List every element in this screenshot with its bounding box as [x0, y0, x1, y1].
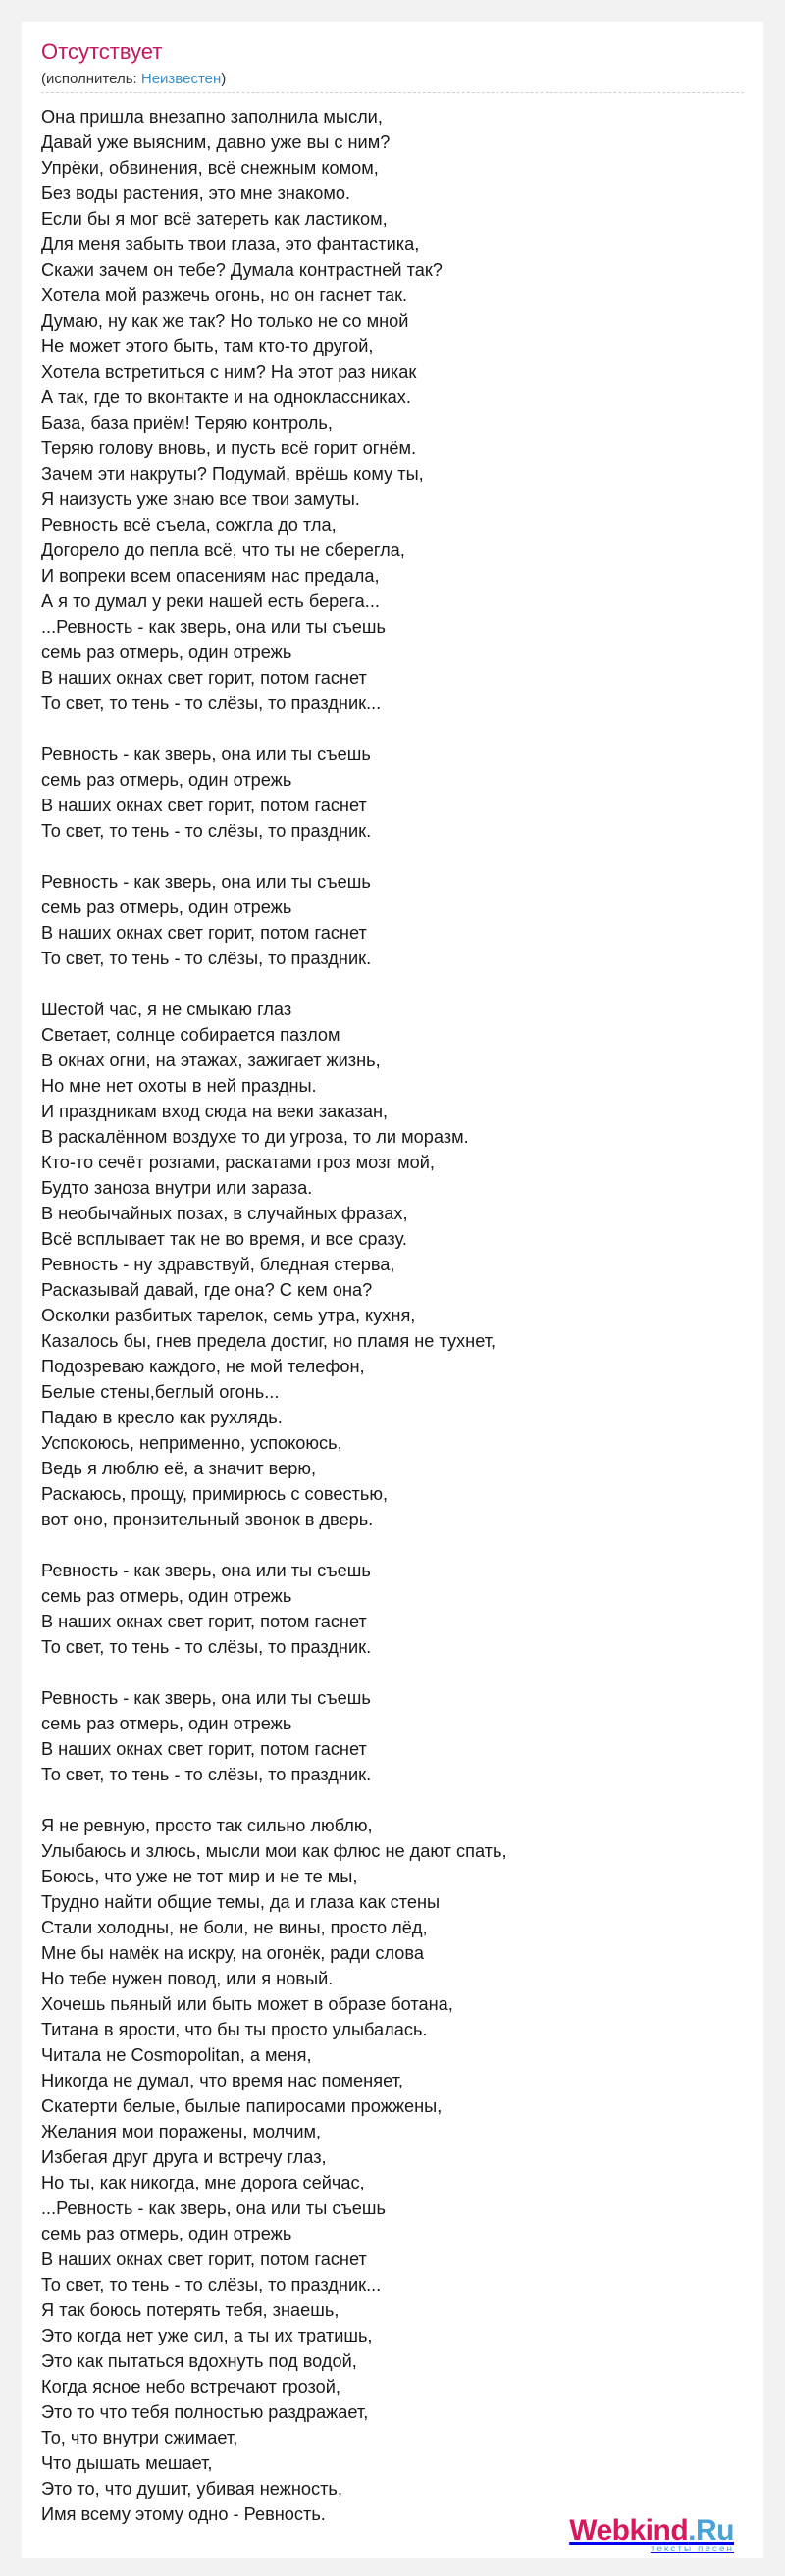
lyric-line: В наших окнах свет горит, потом гаснет	[41, 923, 367, 943]
lyric-line: В наших окнах свет горит, потом гаснет	[41, 2249, 367, 2269]
lyric-line: В наших окнах свет горит, потом гаснет	[41, 1612, 367, 1631]
lyric-line: Мне бы намёк на искру, на огонёк, ради слова	[41, 1943, 424, 1963]
artist-prefix: (исполнитель:	[41, 71, 141, 87]
logo-subtitle: тексты песен	[650, 2544, 734, 2554]
lyric-line: Теряю голову вновь, и пусть всё горит огнём.	[41, 438, 417, 458]
lyric-line: В наших окнах свет горит, потом гаснет	[41, 1739, 367, 1759]
lyric-line: семь раз отмерь, один отрежь	[41, 2224, 292, 2243]
lyric-line: Но ты, как никогда, мне дорога сейчас,	[41, 2173, 365, 2192]
lyric-line: Улыбаюсь и злюсь, мысли мои как флюс не дают спать,	[41, 1841, 507, 1861]
lyric-line: Что дышать мешает,	[41, 2453, 213, 2473]
lyric-line: В необычайных позах, в случайных фразах,	[41, 1204, 408, 1223]
lyric-line: А так, где то вконтакте и на одноклассниках.	[41, 387, 411, 407]
lyric-line: Читала не Cosmopolitan, а меня,	[41, 2045, 312, 2065]
lyric-line: В раскалённом воздухе то ди угроза, то ли моразм.	[41, 1127, 469, 1147]
lyric-line: База, база приём! Теряю контроль,	[41, 413, 333, 433]
lyric-line: Желания мои поражены, молчим,	[41, 2122, 322, 2141]
lyric-line: Это то, что душит, убивая нежность,	[41, 2479, 342, 2499]
artist-suffix: )	[221, 71, 227, 87]
lyric-line: семь раз отмерь, один отрежь	[41, 643, 292, 662]
blank-line	[41, 1532, 744, 1558]
lyrics-body	[41, 104, 744, 2527]
lyric-line: Хотела мой разжечь огонь, но он гаснет так.	[41, 285, 408, 305]
lyric-line: То свет, то тень - то слёзы, то праздник.	[41, 949, 372, 968]
lyric-line: Титана в ярости, что бы ты просто улыбалась.	[41, 2020, 428, 2039]
lyric-line: Хотела встретиться с ним? На этот раз никак	[41, 362, 417, 382]
lyric-line: Ревность - ну здравствуй, бледная стерва,	[41, 1255, 395, 1274]
lyric-line: Без воды растения, это мне знакомо.	[41, 183, 351, 203]
blank-line	[41, 716, 744, 742]
blank-line	[41, 844, 744, 869]
artist-link[interactable]: Неизвестен	[140, 71, 222, 87]
lyric-line: Имя всему этому одно - Ревность.	[41, 2504, 326, 2524]
lyric-line: Зачем эти накруты? Подумай, врёшь кому ты,	[41, 464, 424, 484]
lyric-line: То свет, то тень - то слёзы, то праздник.	[41, 1637, 372, 1657]
lyric-line: Казалось бы, гнев предела достиг, но пламя не тухнет,	[41, 1331, 497, 1351]
lyric-line: Я так боюсь потерять тебя, знаешь,	[41, 2300, 340, 2320]
lyric-line: Она пришла внезапно заполнила мысли,	[41, 107, 383, 127]
lyric-line: Думаю, ну как же так? Но только не со мной	[41, 311, 409, 331]
lyric-line: Давай уже выясним, давно уже вы с ним?	[41, 132, 391, 152]
lyric-line: Ведь я люблю её, а значит верю,	[41, 1459, 317, 1478]
lyric-line: вот оно, пронзительный звонок в дверь.	[41, 1510, 374, 1529]
lyric-line: И вопреки всем опасениям нас предала,	[41, 566, 380, 586]
lyrics-card	[22, 22, 763, 2558]
lyric-line: Это то что тебя полностью раздражает,	[41, 2402, 369, 2422]
lyric-line: Упрёки, обвинения, всё снежным комом,	[41, 158, 379, 178]
lyric-line: В окнах огни, на этажах, зажигает жизнь,	[41, 1051, 381, 1070]
lyric-line: То свет, то тень - то слёзы, то праздник...	[41, 694, 382, 713]
lyric-line: Скатерти белые, былые папиросами прожжены,	[41, 2096, 443, 2116]
lyric-line: В наших окнах свет горит, потом гаснет	[41, 668, 367, 688]
lyric-line: Хочешь пьяный или быть может в образе ботана,	[41, 1994, 453, 2014]
site-logo[interactable]	[569, 2514, 734, 2554]
lyric-line: Кто-то сечёт розгами, раскатами гроз мозг мой,	[41, 1153, 435, 1172]
lyric-line: Трудно найти общие темы, да и глаза как стены	[41, 1892, 441, 1912]
lyric-line: Раскаюсь, прощу, примирюсь с совестью,	[41, 1484, 389, 1504]
logo-wordmark	[569, 2514, 734, 2548]
lyric-line: ...Ревность - как зверь, она или ты съешь	[41, 2198, 386, 2218]
lyric-line: Никогда не думал, что время нас поменяет,	[41, 2071, 403, 2090]
lyric-line: Подозреваю каждого, не мой телефон,	[41, 1357, 365, 1376]
blank-line	[41, 1787, 744, 1813]
lyric-line: Ревность - как зверь, она или ты съешь	[41, 1688, 371, 1708]
lyric-line: Но мне нет охоты в ней праздны.	[41, 1076, 317, 1096]
page-title: Отсутствует	[41, 39, 163, 64]
lyric-line: Ревность всё съела, сожгла до тла,	[41, 515, 337, 535]
lyric-line: Это как пытаться вдохнуть под водой,	[41, 2351, 357, 2371]
lyric-line: Ревность - как зверь, она или ты съешь	[41, 745, 371, 764]
lyric-line: А я то думал у реки нашей есть берега...	[41, 592, 380, 611]
lyric-line: Боюсь, что уже не тот мир и не те мы,	[41, 1867, 358, 1886]
lyric-line: Не может этого быть, там кто-то другой,	[41, 336, 374, 356]
lyric-line: Стали холодны, не боли, не вины, просто лёд,	[41, 1918, 428, 1937]
lyric-line: То свет, то тень - то слёзы, то праздник.	[41, 821, 372, 841]
lyric-line: семь раз отмерь, один отрежь	[41, 1714, 292, 1733]
lyric-line: семь раз отмерь, один отрежь	[41, 770, 292, 790]
lyric-line: Скажи зачем он тебе? Думала контрастней так?	[41, 260, 443, 280]
lyric-line: Шестой час, я не смыкаю глаз	[41, 1000, 292, 1019]
lyric-line: Если бы я мог всё затереть как ластиком,	[41, 209, 388, 229]
lyric-line: семь раз отмерь, один отрежь	[41, 1586, 292, 1606]
lyric-line: Ревность - как зверь, она или ты съешь	[41, 872, 371, 892]
lyric-line: В наших окнах свет горит, потом гаснет	[41, 796, 367, 815]
lyric-line: Ревность - как зверь, она или ты съешь	[41, 1561, 371, 1580]
lyric-line: Когда ясное небо встречают грозой,	[41, 2377, 340, 2396]
lyric-line: Будто заноза внутри или зараза.	[41, 1178, 313, 1198]
lyric-line: Расказывай давай, где она? С кем она?	[41, 1280, 373, 1300]
lyric-line: Это когда нет уже сил, а ты их тратишь,	[41, 2326, 373, 2345]
lyric-line: И праздникам вход сюда на веки заказан,	[41, 1102, 389, 1121]
lyric-line: То свет, то тень - то слёзы, то праздник.	[41, 1765, 372, 1784]
lyric-line: То, что внутри сжимает,	[41, 2428, 238, 2447]
lyric-line: Белые стены,беглый огонь...	[41, 1382, 280, 1402]
lyric-line: То свет, то тень - то слёзы, то праздник...	[41, 2275, 382, 2294]
lyric-line: Осколки разбитых тарелок, семь утра, кухня,	[41, 1306, 416, 1325]
lyric-line: семь раз отмерь, один отрежь	[41, 898, 292, 917]
lyric-line: Светает, солнце собирается пазлом	[41, 1025, 340, 1045]
blank-line	[41, 971, 744, 997]
lyric-line: ...Ревность - как зверь, она или ты съешь	[41, 617, 386, 637]
lyric-line: Но тебе нужен повод, или я новый.	[41, 1969, 334, 1988]
lyric-line: Я наизусть уже знаю все твои замуты.	[41, 489, 360, 509]
header-divider	[41, 92, 744, 93]
lyric-line: Падаю в кресло как рухлядь.	[41, 1408, 283, 1427]
logo-tld-text: .Ru	[688, 2514, 734, 2547]
lyric-line: Я не ревную, просто так сильно люблю,	[41, 1816, 373, 1835]
artist-line	[41, 71, 226, 87]
lyric-line: Успокоюсь, неприменно, успокоюсь,	[41, 1433, 342, 1453]
lyric-line: Догорело до пепла всё, что ты не сберегла,	[41, 541, 405, 560]
blank-line	[41, 1660, 744, 1685]
lyric-line: Для меня забыть твои глаза, это фантастика,	[41, 234, 420, 254]
logo-main-text: Webkind	[569, 2514, 689, 2547]
lyric-line: Всё всплывает так не во время, и все сразу.	[41, 1229, 407, 1249]
lyric-line: Избегая друг друга и встречу глаз,	[41, 2147, 327, 2167]
